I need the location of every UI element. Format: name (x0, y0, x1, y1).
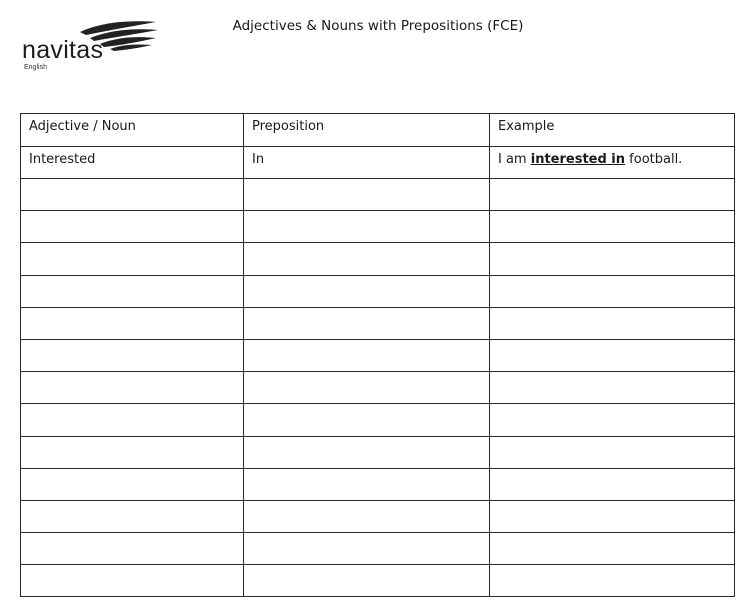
cell-example (490, 147, 735, 179)
blank-cell-example (490, 468, 735, 500)
header-preposition: Preposition (244, 114, 490, 147)
table-row-blank (21, 243, 735, 275)
example-text-before: I am (498, 152, 531, 167)
header-adjective-noun: Adjective / Noun (21, 114, 244, 147)
blank-cell-example (490, 307, 735, 339)
blank-cell-preposition (244, 500, 490, 532)
blank-cell-example (490, 339, 735, 371)
blank-cell-adjective (21, 275, 244, 307)
blank-cell-example (490, 372, 735, 404)
blank-cell-preposition (244, 565, 490, 597)
blank-cell-adjective (21, 243, 244, 275)
blank-cell-adjective (21, 211, 244, 243)
blank-cell-example (490, 211, 735, 243)
table-row-blank (21, 500, 735, 532)
blank-cell-preposition (244, 339, 490, 371)
blank-cell-example (490, 179, 735, 211)
cell-adjective: Interested (21, 147, 244, 179)
page-title: Adjectives & Nouns with Prepositions (FCE) (232, 18, 524, 34)
blank-cell-preposition (244, 404, 490, 436)
prepositions-table (20, 113, 735, 597)
table-row-example (21, 147, 735, 179)
blank-cell-example (490, 243, 735, 275)
blank-cell-adjective (21, 565, 244, 597)
blank-cell-preposition (244, 468, 490, 500)
blank-cell-preposition (244, 179, 490, 211)
blank-rows (21, 179, 735, 597)
blank-cell-preposition (244, 243, 490, 275)
blank-cell-adjective (21, 436, 244, 468)
table-row-blank (21, 468, 735, 500)
table-header-row (21, 114, 735, 147)
blank-cell-adjective (21, 404, 244, 436)
example-text-after: football. (625, 152, 683, 167)
blank-cell-adjective (21, 307, 244, 339)
blank-cell-adjective (21, 468, 244, 500)
blank-cell-adjective (21, 372, 244, 404)
blank-cell-preposition (244, 372, 490, 404)
logo-wordmark: navitas (22, 36, 104, 64)
blank-cell-preposition (244, 211, 490, 243)
example-highlight: interested in (530, 152, 626, 167)
blank-cell-adjective (21, 533, 244, 565)
blank-cell-adjective (21, 179, 244, 211)
table-row-blank (21, 339, 735, 371)
table-row-blank (21, 436, 735, 468)
blank-cell-example (490, 500, 735, 532)
blank-cell-preposition (244, 436, 490, 468)
blank-cell-preposition (244, 307, 490, 339)
blank-cell-adjective (21, 500, 244, 532)
blank-cell-example (490, 404, 735, 436)
blank-cell-preposition (244, 533, 490, 565)
table-row-blank (21, 404, 735, 436)
cell-preposition: In (244, 147, 490, 179)
logo-subtitle: English (24, 64, 47, 71)
table-row-blank (21, 372, 735, 404)
table-row-blank (21, 211, 735, 243)
blank-cell-adjective (21, 339, 244, 371)
blank-cell-example (490, 275, 735, 307)
blank-cell-example (490, 436, 735, 468)
blank-cell-example (490, 533, 735, 565)
table-row-blank (21, 565, 735, 597)
table-row-blank (21, 307, 735, 339)
table-row-blank (21, 179, 735, 211)
table-row-blank (21, 275, 735, 307)
blank-cell-preposition (244, 275, 490, 307)
header-example: Example (490, 114, 735, 147)
table-row-blank (21, 533, 735, 565)
blank-cell-example (490, 565, 735, 597)
